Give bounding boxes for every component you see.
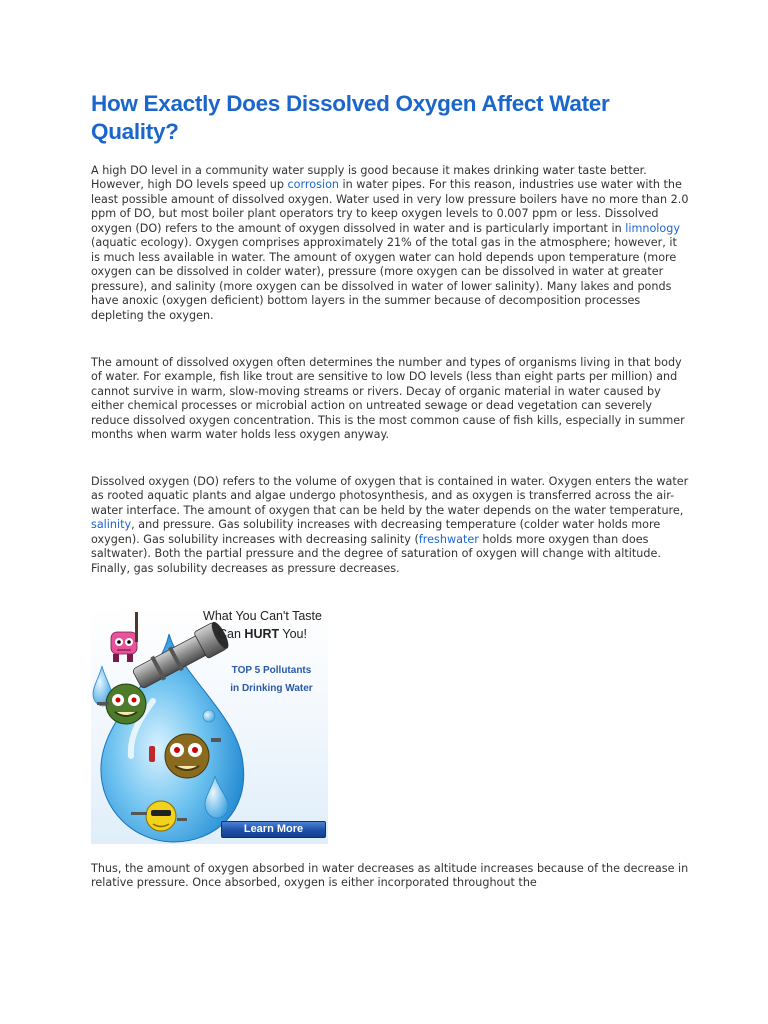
ad-headline-2 [197,627,328,641]
ad-headline-1: What You Can't Taste [203,609,322,623]
ad-subheadline [215,662,328,698]
pollutants-ad-banner[interactable] [91,606,328,844]
ad-headline-2-bold: HURT [244,627,280,641]
paragraph-3-text-c: holds more oxygen than does saltwater). Both the partial pressure and the degree of saturation of oxygen will change with altitude. Finally, gas solubility decreases as pressure decreases. [91,532,661,575]
ad-headline-2-pre: Can [218,627,245,641]
salinity-link[interactable]: salinity [91,518,132,532]
paragraph-1-text-c: (aquatic ecology). Oxygen comprises approximately 21% of the total gas in the atmosphere; however, it is much less available in water. The amount of oxygen water can hold depends upon temperature (more oxygen can be dissolved in colder water), pressure (more oxygen can be dissolved in water at greater pressure), and salinity (more oxygen can be dissolved in water of lower salinity). Many lakes and ponds have anoxic (oxygen deficient) bottom layers in the summer because of decomposition processes depleting the oxygen. [91,236,677,322]
paragraph-1 [91,164,689,323]
corrosion-link[interactable]: corrosion [287,178,339,192]
paragraph-2: The amount of dissolved oxygen often determines the number and types of organisms living in that body of water. For example, fish like trout are sensitive to low DO levels (less than eight parts per million) and cannot survive in warm, slow-moving streams or rivers. Decay of organic material in water caused by either chemical processes or microbial action on untreated sewage or dead vegetation can severely reduce dissolved oxygen concentration. This is the most common cause of fish kills, especially in summer months when warm water holds less oxygen anyway. [91,356,685,442]
learn-more-button[interactable]: Learn More [221,821,326,838]
water-drop-illustration [91,606,328,844]
ad-subheadline-2: in Drinking Water [230,683,313,694]
paragraph-4: Thus, the amount of oxygen absorbed in water decreases as altitude increases because of the decrease in relative pressure. Once absorbed, oxygen is either incorporated throughout the [91,862,689,890]
ad-subheadline-1: TOP 5 Pollutants [231,665,312,676]
paragraph-3-text-a: Dissolved oxygen (DO) refers to the volume of oxygen that is contained in water. Oxygen enters the water as rooted aquatic plants and algae undergo photosynthesis, and as oxygen is transferred across the air-water interface. The amount of oxygen that can be held by the water depends on the water temperature, [91,475,689,517]
paragraph-1-text-b: in water pipes. For this reason, industries use water with the least possible amount of dissolved oxygen. Water used in very low pressure boilers have no more than 2.0 ppm of DO, but most boiler plant operators try to keep oxygen levels to 0.007 ppm or less. Dissolved oxygen (DO) refers to the amount of oxygen dissolved in water and is particularly important in [91,178,689,235]
ad-headline-2-post: You! [279,627,307,641]
freshwater-link[interactable]: freshwater [418,532,479,546]
paragraph-1-text-a: A high DO level in a community water supply is good because it makes drinking water taste better. However, high DO levels speed up [91,164,647,192]
page-title: How Exactly Does Dissolved Oxygen Affect Water Quality? [91,91,610,144]
paragraph-3 [91,475,689,576]
paragraph-3-text-b: , and pressure. Gas solubility increases with decreasing temperature (colder water holds more oxygen). Gas solubility increases with decreasing salinity ( [91,518,661,546]
limnology-link[interactable]: limnology [625,221,680,235]
